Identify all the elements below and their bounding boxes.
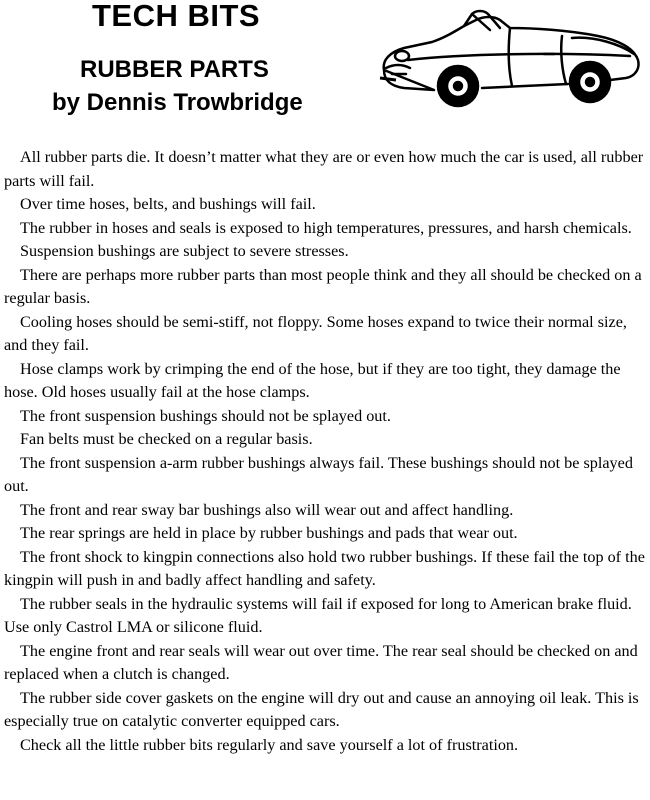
paragraph: The front suspension bushings should not be splayed out.: [20, 406, 391, 425]
paragraph: There are perhaps more rubber parts than most people think and they all should be checked on a regular basis.: [4, 265, 642, 307]
paragraph: The engine front and rear seals will wear out over time. The rear seal should be checked on and replaced when a clutch is changed.: [4, 641, 638, 683]
article-header: [0, 0, 650, 140]
paragraph: The rubber seals in the hydraulic systems will fail if exposed for long to American brake fluid. Use only Castrol LMA or silicone fluid.: [4, 594, 632, 636]
paragraph: The rear springs are held in place by rubber bushings and pads that wear out.: [20, 524, 518, 542]
article-subtitle: RUBBER PARTS: [80, 56, 269, 83]
paragraph: All rubber parts die. It doesn’t matter what they are or even how much the car is used, all rubber parts will fail.: [4, 148, 644, 190]
paragraph: The front suspension a-arm rubber bushings always fail. These bushings should not be splayed out.: [4, 453, 633, 495]
vintage-convertible-car-icon: [372, 8, 644, 108]
article-body: [4, 146, 646, 757]
paragraph: Cooling hoses should be semi-stiff, not floppy. Some hoses expand to twice their normal size, and they fail.: [4, 312, 627, 354]
paragraph: Over time hoses, belts, and bushings will fail.: [20, 195, 316, 213]
paragraph: The rubber in hoses and seals is exposed to high temperatures, pressures, and harsh chemicals.: [20, 218, 632, 237]
paragraph: The front and rear sway bar bushings also will wear out and affect handling.: [20, 500, 514, 519]
paragraph: The rubber side cover gaskets on the engine will dry out and cause an annoying oil leak. This is especially true on catalytic converter equipped cars.: [4, 688, 639, 730]
page-title: TECH BITS: [92, 0, 261, 33]
paragraph: The front shock to kingpin connections also hold two rubber bushings. If these fail the top of the kingpin will push in and badly affect handling and safety.: [4, 547, 645, 589]
paragraph: Hose clamps work by crimping the end of the hose, but if they are too tight, they damage the hose. Old hoses usually fail at the hose clamps.: [4, 359, 621, 401]
paragraph: Check all the little rubber bits regularly and save yourself a lot of frustration.: [20, 735, 519, 754]
paragraph: Suspension bushings are subject to severe stresses.: [20, 242, 349, 260]
paragraph: Fan belts must be checked on a regular basis.: [20, 430, 313, 448]
article-byline: by Dennis Trowbridge: [52, 89, 303, 116]
